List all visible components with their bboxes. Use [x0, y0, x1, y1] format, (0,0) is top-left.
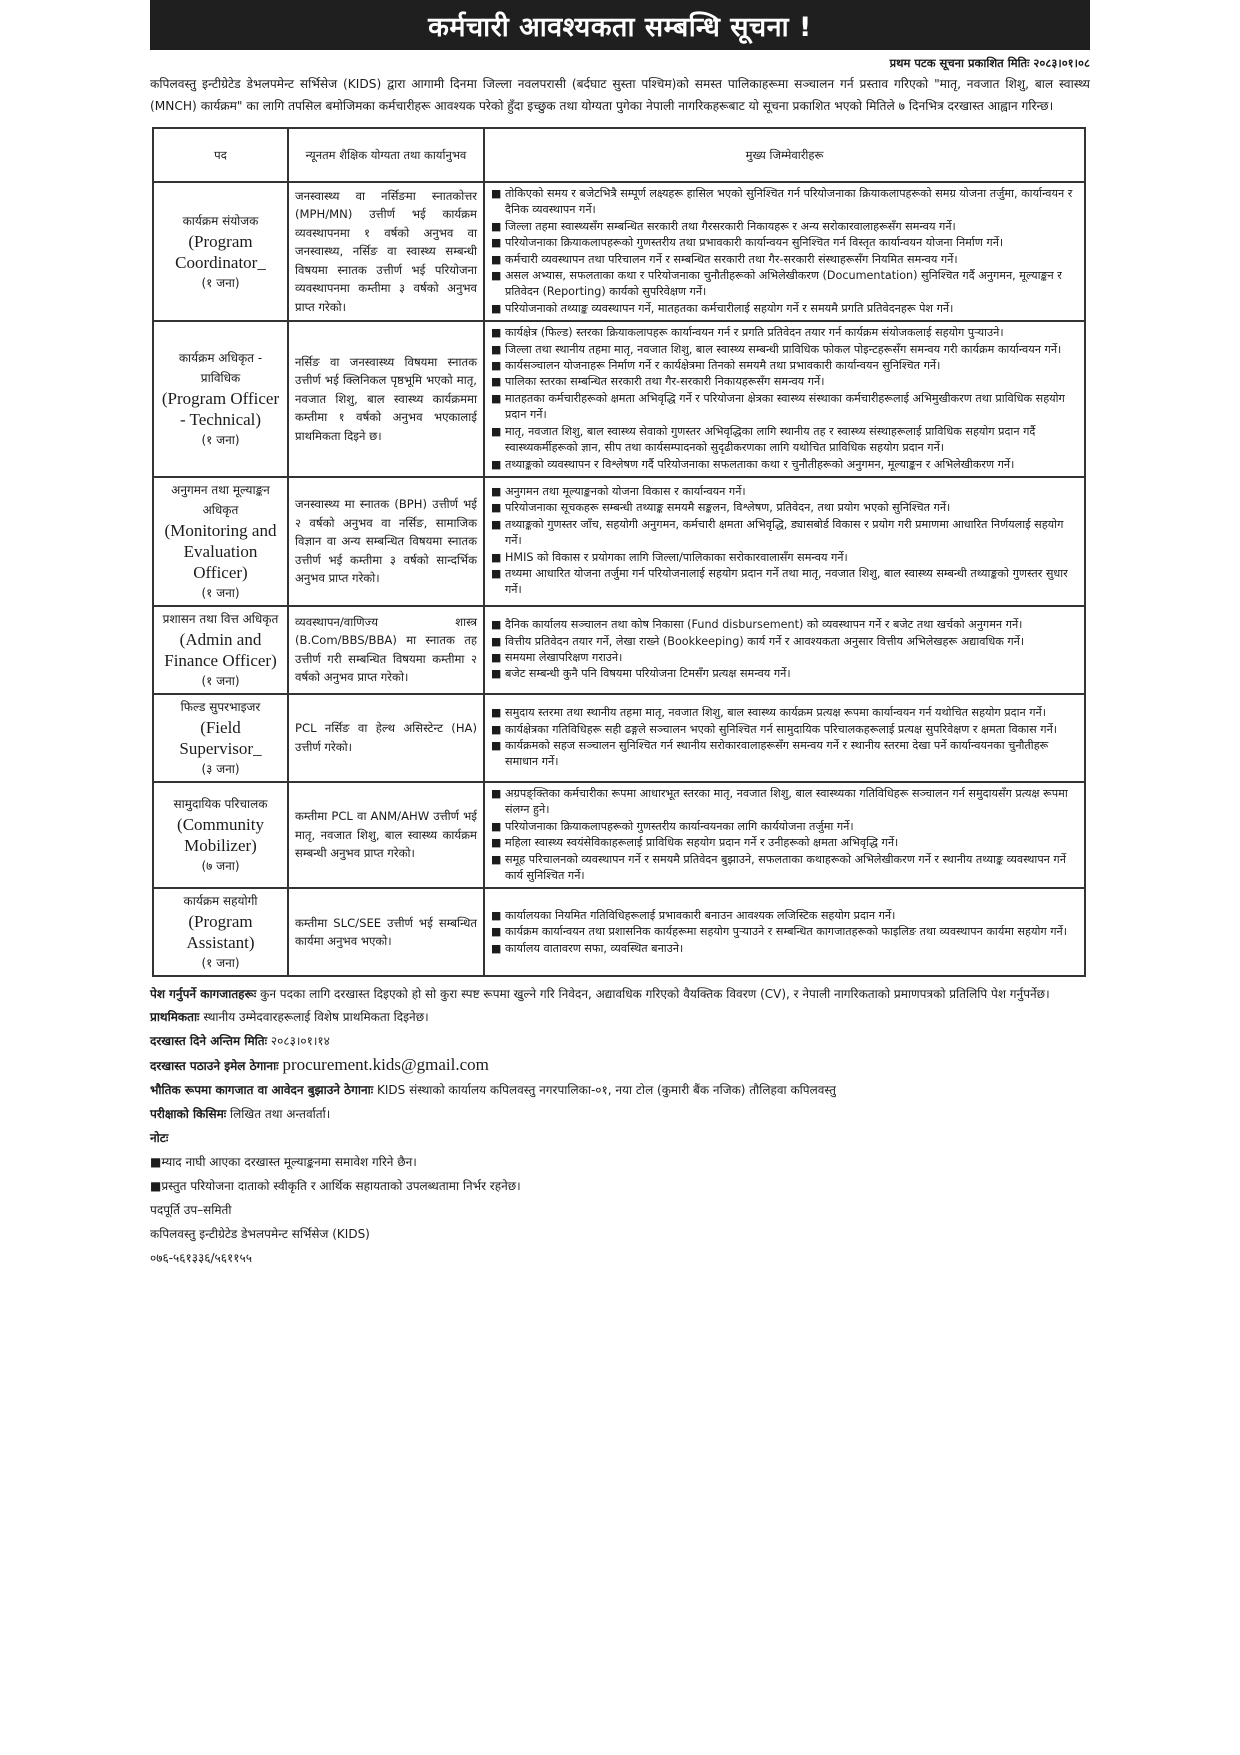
duty-item: ■ कार्यालयका नियमित गतिविधिहरूलाई प्रभावकारी बनाउन आवश्यक लजिस्टिक सहयोग प्रदान गर्ने।	[491, 908, 1078, 924]
duty-item: ■ समयमा लेखापरिक्षण गराउने।	[491, 650, 1078, 666]
duty-item: ■ परियोजनाका सूचकहरू सम्बन्धी तथ्याङ्क समयमै सङ्कलन, विश्लेषण, प्रतिवेदन, तथा प्रयोग भएको सुनिश्चित गर्ने।	[491, 500, 1078, 516]
duty-item: ■ वित्तीय प्रतिवेदन तयार गर्ने, लेखा राख्ने (Bookkeeping) कार्य गर्ने र आवश्यकता अनुसार वित्तीय अभिलेखहरू अद्यावधिक गर्ने।	[491, 634, 1078, 650]
post-name-np: फिल्ड सुपरभाइजर	[180, 699, 261, 714]
documents-line	[150, 983, 1090, 1005]
post-name-np: सामुदायिक परिचालक	[173, 797, 268, 812]
duty-item: ■ कार्यसञ्चालन योजनाहरू निर्माण गर्ने र कार्यक्षेत्रमा तिनको समयमै तथा प्रभावकारी कार्यान्वयन सुनिश्चित गर्ने।	[491, 358, 1078, 374]
note-label: नोटः	[150, 1131, 169, 1146]
bullet-square-icon: ■	[150, 1179, 162, 1194]
post-name-np: अनुगमन तथा मूल्याङ्कन अधिकृत	[171, 482, 270, 517]
qualification-cell: कम्तीमा SLC/SEE उत्तीर्ण भई सम्बन्धित कार्यमा अनुभव भएको।	[288, 888, 484, 976]
duty-item: ■ कार्यालय वातावरण सफा, व्यवस्थित बनाउने।	[491, 941, 1078, 957]
qualification-cell: नर्सिङ वा जनस्वास्थ्य विषयमा स्नातक उत्तीर्ण भई क्लिनिकल पृष्ठभूमि भएको मातृ, नवजात शिशु, बाल स्वास्थ्य कार्यक्रममा कम्तीमा १ वर्षको अनुभव भएकालाई प्राथमिकता दिइने छ।	[288, 321, 484, 477]
duty-item: ■ पालिका स्तरका सम्बन्धित सरकारी तथा गैर-सरकारी निकायहरूसँग समन्वय गर्ने।	[491, 374, 1078, 390]
duties-cell	[484, 321, 1085, 477]
note-line	[150, 1126, 1090, 1150]
address-line	[150, 1078, 1090, 1102]
qualification-cell: कम्तीमा PCL वा ANM/AHW उत्तीर्ण भई मातृ, नवजात शिशु, बाल स्वास्थ्य कार्यक्रम सम्बन्धी अनुभव प्राप्त गरेको।	[288, 782, 484, 888]
duty-item: ■ तथ्याङ्कको गुणस्तर जाँच, सहयोगी अनुगमन, कर्मचारी क्षमता अभिवृद्धि, ड्यासबोर्ड विकास र प्रयोग गरी प्रमाणमा आधारित निर्णयलाई सहयोग गर्ने।	[491, 517, 1078, 550]
notice-footer	[150, 983, 1090, 1270]
email-label: दरखास्त पठाउने इमेल ठेगानाः	[150, 1059, 279, 1074]
post-count: (१ जना)	[201, 673, 240, 688]
table-row	[153, 182, 1085, 321]
duty-item: ■ दैनिक कार्यालय सञ्चालन तथा कोष निकासा (Fund disbursement) को व्यवस्थापन गर्ने र बजेट तथा खर्चको अनुगमन गर्ने।	[491, 617, 1078, 633]
post-count: (१ जना)	[201, 275, 240, 290]
header-post: पद	[153, 128, 288, 182]
qualification-cell: जनस्वास्थ्य मा स्नातक (BPH) उत्तीर्ण भई २ वर्षको अनुभव वा नर्सिङ, सामाजिक विज्ञान वा अन्य सम्बन्धित विषयमा स्नातक उत्तीर्ण भई कम्तीमा ३ वर्षको सान्दर्भिक अनुभव प्राप्त गरेको।	[288, 477, 484, 606]
address-label: भौतिक रूपमा कागजात वा आवेदन बुझाउने ठेगानाः	[150, 1083, 374, 1098]
deadline-text: २०८३।०१।१४	[270, 1034, 330, 1049]
duties-list	[491, 617, 1078, 683]
post-name-en: (Admin and Finance Officer)	[164, 629, 277, 670]
exam-label: परीक्षाको किसिमः	[150, 1107, 227, 1122]
table-row	[153, 477, 1085, 606]
notice-page	[150, 0, 1090, 1270]
duties-cell	[484, 888, 1085, 976]
deadline-label: दरखास्त दिने अन्तिम मितिः	[150, 1034, 268, 1049]
priority-line	[150, 1005, 1090, 1029]
duty-item: ■ महिला स्वास्थ्य स्वयंसेविकाहरूलाई प्राविधिक सहयोग प्रदान गर्ने र उनीहरूको क्षमता अभिवृद्धि गर्ने।	[491, 835, 1078, 851]
post-name-en: (Program Officer - Technical)	[161, 389, 280, 430]
table-row	[153, 888, 1085, 976]
documents-text: कुन पदका लागि दरखास्त दिइएको हो सो कुरा स्पष्ट रूपमा खुल्ने गरि निवेदन, अद्यावधिक गरिएको वैयक्तिक विवरण (CV), र नेपाली नागरिकताको प्रमाणपत्रको प्रतिलिपि पेश गर्नुपर्नेछ।	[260, 987, 1050, 1002]
duties-list	[491, 484, 1078, 599]
table-header-row	[153, 128, 1085, 182]
qualification-cell: व्यवस्थापन/वाणिज्य शास्त्र (B.Com/BBS/BBA) मा स्नातक तह उत्तीर्ण गरी सम्बन्धित विषयमा कम्तीमा २ वर्षको अनुभव प्राप्त गरेको।	[288, 606, 484, 694]
duty-item: ■ कार्यक्रम कार्यान्वयन तथा प्रशासनिक कार्यहरूमा सहयोग पुऱ्याउने र सम्बन्धित कागजातहरूको फाइलिङ तथा व्यवस्थापन कार्यमा सहयोग गर्ने।	[491, 924, 1078, 940]
duty-item: ■ असल अभ्यास, सफलताका कथा र परियोजनाका चुनौतीहरूको अभिलेखीकरण (Documentation) सुनिश्चित गर्दै अनुगमन, मूल्याङ्कन र प्रतिवेदन (Reporting) कार्यको सुपरिवेक्षण गर्ने।	[491, 268, 1078, 301]
duty-item: ■ अग्रपङ्क्तिका कर्मचारीका रूपमा आधारभूत स्तरका मातृ, नवजात शिशु, बाल स्वास्थ्यका गतिविधिहरू सञ्चालन गर्न समुदायसँग प्रत्यक्ष रूपमा संलग्न हुने।	[491, 786, 1078, 819]
duty-item: ■ कर्मचारी व्यवस्थापन तथा परिचालन गर्ने र सम्बन्धित सरकारी तथा गैर-सरकारी संस्थाहरूसँग नियमित समन्वय गर्ने।	[491, 252, 1078, 268]
duty-item: ■ तथ्यमा आधारित योजना तर्जुमा गर्न परियोजनालाई सहयोग प्रदान गर्ने तथा मातृ, नवजात शिशु, बाल स्वास्थ्य सम्बन्धी तथ्याङ्कको गुणस्तर सुधार गर्ने।	[491, 566, 1078, 599]
duties-cell	[484, 477, 1085, 606]
post-cell	[153, 182, 288, 321]
duty-item: ■ परियोजनाका क्रियाकलापहरूको गुणस्तरीय तथा प्रभावकारी कार्यान्वयन सुनिश्चित गर्न विस्तृत कार्यान्वयन योजना निर्माण गर्ने।	[491, 235, 1078, 251]
priority-label: प्राथमिकताः	[150, 1010, 200, 1025]
post-count: (१ जना)	[201, 956, 240, 971]
duties-cell	[484, 606, 1085, 694]
note-2-text: प्रस्तुत परियोजना दाताको स्वीकृति र आर्थिक सहायताको उपलब्धतामा निर्भर रहनेछ।	[161, 1179, 521, 1194]
duty-item: ■ बजेट सम्बन्धी कुनै पनि विषयमा परियोजना टिमसँग प्रत्यक्ष समन्वय गर्ने।	[491, 666, 1078, 682]
header-qualification: न्यूनतम शैक्षिक योग्यता तथा कार्यानुभव	[288, 128, 484, 182]
table-row	[153, 694, 1085, 782]
signatory: पदपूर्ति उप–समिती	[150, 1203, 232, 1218]
post-name-en: (Community Mobilizer)	[177, 815, 264, 856]
post-name-en: (Monitoring and Evaluation Officer)	[164, 520, 277, 582]
duties-list	[491, 186, 1078, 317]
documents-label: पेश गर्नुपर्ने कागजातहरूः	[150, 987, 257, 1002]
duty-item: ■ परियोजनाका क्रियाकलापहरूको गुणस्तरीय कार्यान्वयनका लागि कार्ययोजना तर्जुमा गर्ने।	[491, 819, 1078, 835]
duty-item: ■ HMIS को विकास र प्रयोगका लागि जिल्ला/पालिकाका सरोकारवालासँग समन्वय गर्ने।	[491, 550, 1078, 566]
duty-item: ■ तोकिएको समय र बजेटभित्रै सम्पूर्ण लक्ष्यहरू हासिल भएको सुनिश्चित गर्न परियोजनाका क्रियाकलापहरूको समग्र योजना तर्जुमा, कार्यान्वयन र दैनिक व्यवस्थापन गर्ने।	[491, 186, 1078, 219]
table-row	[153, 321, 1085, 477]
post-cell	[153, 606, 288, 694]
email-line	[150, 1053, 1090, 1078]
post-cell	[153, 321, 288, 477]
post-name-en: (Program Coordinator_	[175, 231, 266, 272]
post-name-en: (Field Supervisor_	[179, 717, 262, 758]
exam-text: लिखित तथा अन्तर्वार्ता।	[230, 1107, 331, 1122]
header-duties: मुख्य जिम्मेवारीहरू	[484, 128, 1085, 182]
address-text: KIDS संस्थाको कार्यालय कपिलवस्तु नगरपालिका-०१, नया टोल (कुमारी बैंक नजिक) तौलिहवा कपिलवस्तु	[377, 1083, 836, 1098]
notice-title: कर्मचारी आवश्यकता सम्बन्धि सूचना !	[150, 0, 1090, 50]
qualification-cell: जनस्वास्थ्य वा नर्सिङमा स्नातकोत्तर (MPH/MN) उत्तीर्ण भई कार्यक्रम व्यवस्थापनमा १ वर्षको अनुभव वा जनस्वास्थ्य, नर्सिङ वा स्वास्थ्य सम्बन्धी विषयमा स्नातक उत्तीर्ण भई परियोजना व्यवस्थापनमा कम्तीमा ३ वर्षको अनुभव प्राप्त गरेको।	[288, 182, 484, 321]
post-name-np: कार्यक्रम सहयोगी	[183, 894, 258, 909]
note-item-2	[150, 1174, 1090, 1198]
intro-paragraph: कपिलवस्तु इन्टीग्रेटेड डेभलपमेन्ट सर्भिसेज (KIDS) द्वारा आगामी दिनमा जिल्ला नवलपरासी (बर्दघाट सुस्ता पश्चिम)को समस्त पालिकाहरूमा सञ्चालन गर्न प्रस्ताव गरिएको "मातृ, नवजात शिशु, बाल स्वास्थ्य (MNCH) कार्यक्रम" का लागि तपसिल बमोजिमका कर्मचारीहरू आवश्यक परेको हुँदा इच्छुक तथा योग्यता पुगेका नेपाली नागरिकहरूबाट यो सूचना प्रकाशित भएको मितिले ७ दिनभित्र दरखास्त आह्वान गरिन्छ।	[150, 77, 1090, 113]
post-count: (७ जना)	[201, 859, 240, 874]
duty-item: ■ जिल्ला तथा स्थानीय तहमा मातृ, नवजात शिशु, बाल स्वास्थ्य सम्बन्धी प्राविधिक फोकल पोइन्टहरूसँग समन्वय गरी कार्यक्रम कार्यान्वयन गर्ने।	[491, 342, 1078, 358]
post-name-en: (Program Assistant)	[186, 912, 255, 953]
post-cell	[153, 477, 288, 606]
vacancy-table	[152, 127, 1086, 977]
note-1-text: म्याद नाघी आएका दरखास्त मूल्याङ्कनमा समावेश गरिने छैन।	[161, 1155, 417, 1170]
post-count: (१ जना)	[201, 433, 240, 448]
duties-list	[491, 705, 1078, 771]
publish-date: प्रथम पटक सूचना प्रकाशित मितिः २०८३।०१।०८	[889, 56, 1090, 70]
duties-list	[491, 325, 1078, 473]
post-cell	[153, 888, 288, 976]
duty-item: ■ समुदाय स्तरमा तथा स्थानीय तहमा मातृ, नवजात शिशु, बाल स्वास्थ्य कार्यक्रम प्रत्यक्ष रूपमा कार्यान्वयन गर्न यथोचित सहयोग प्रदान गर्ने।	[491, 705, 1078, 721]
duty-item: ■ अनुगमन तथा मूल्याङ्कनको योजना विकास र कार्यान्वयन गर्ने।	[491, 484, 1078, 500]
email-address[interactable]: procurement.kids@gmail.com	[282, 1055, 489, 1075]
post-name-np: कार्यक्रम अधिकृत - प्राविधिक	[178, 351, 263, 386]
duties-cell	[484, 182, 1085, 321]
deadline-line	[150, 1029, 1090, 1053]
note-item-1	[150, 1150, 1090, 1174]
post-cell	[153, 694, 288, 782]
duties-list	[491, 786, 1078, 884]
duty-item: ■ समूह परिचालनको व्यवस्थापन गर्ने र समयमै प्रतिवेदन बुझाउने, सफलताका कथाहरूको अभिलेखीकरण गर्ने र स्थानीय तथ्याङ्क व्यवस्थापन गर्ने कार्य सुनिश्चित गर्ने।	[491, 852, 1078, 885]
phone-number: ०७६-५६१३३६/५६११५५	[150, 1251, 252, 1266]
duties-cell	[484, 782, 1085, 888]
post-cell	[153, 782, 288, 888]
duty-item: ■ परियोजनाको तथ्याङ्क व्यवस्थापन गर्ने, मातहतका कर्मचारीलाई सहयोग गर्ने र समयमै प्रगति प्रतिवेदनहरू पेश गर्ने।	[491, 301, 1078, 317]
duties-list	[491, 908, 1078, 957]
post-name-np: प्रशासन तथा वित्त अधिकृत	[162, 611, 279, 626]
priority-text: स्थानीय उम्मेदवारहरूलाई विशेष प्राथमिकता दिइनेछ।	[203, 1010, 429, 1025]
duty-item: ■ तथ्याङ्कको व्यवस्थापन र विश्लेषण गर्दै परियोजनाका सफलताका कथा र चुनौतीहरूको अनुगमन, मूल्याङ्कन र अभिलेखीकरण गर्ने।	[491, 457, 1078, 473]
duty-item: ■ कार्यक्षेत्र (फिल्ड) स्तरका क्रियाकलापहरू कार्यान्वयन गर्न र प्रगति प्रतिवेदन तयार गर्न कार्यक्रम संयोजकलाई सहयोग पुऱ्याउने।	[491, 325, 1078, 341]
table-row	[153, 606, 1085, 694]
duties-cell	[484, 694, 1085, 782]
duty-item: ■ जिल्ला तहमा स्वास्थ्यसँग सम्बन्धित सरकारी तथा गैरसरकारी निकायहरू र अन्य सरोकारवालाहरूसँग समन्वय गर्ने।	[491, 219, 1078, 235]
duty-item: ■ कार्यक्षेत्रका गतिविधिहरू सही ढङ्गले सञ्चालन भएको सुनिश्चित गर्न सामुदायिक परिचालकहरूलाई प्रत्यक्ष सुपरिवेक्षण र क्षमता विकास गर्ने।	[491, 722, 1078, 738]
table-row	[153, 782, 1085, 888]
qualification-cell: PCL नर्सिङ वा हेल्थ असिस्टेन्ट (HA) उत्तीर्ण गरेको।	[288, 694, 484, 782]
post-name-np: कार्यक्रम संयोजक	[182, 213, 259, 228]
bullet-square-icon: ■	[150, 1155, 162, 1170]
organization-name: कपिलवस्तु इन्टीग्रेटेड डेभलपमेन्ट सर्भिसेज (KIDS)	[150, 1227, 370, 1242]
exam-line	[150, 1102, 1090, 1126]
duty-item: ■ कार्यक्रमको सहज सञ्चालन सुनिश्चित गर्न स्थानीय सरोकारवालाहरूसँग समन्वय गर्ने र स्थानीय स्तरमा देखा पर्ने कार्यान्वयनका चुनौतीहरू समाधान गर्ने।	[491, 738, 1078, 771]
duty-item: ■ मातृ, नवजात शिशु, बाल स्वास्थ्य सेवाको गुणस्तर अभिवृद्धिका लागि स्थानीय तह र स्वास्थ्य संस्थाहरूलाई प्राविधिक सहयोग प्रदान गर्दै स्वास्थ्यकर्मीहरूको ज्ञान, सीप तथा कार्यसम्पादनको सुदृढीकरणका लागि यथोचित प्राविधिक सहयोग प्रदान गर्ने।	[491, 424, 1078, 457]
vacancy-rows	[153, 182, 1085, 976]
post-count: (३ जना)	[201, 761, 240, 776]
post-count: (१ जना)	[201, 585, 240, 600]
duty-item: ■ मातहतका कर्मचारीहरूको क्षमता अभिवृद्धि गर्ने र परियोजना क्षेत्रका स्वास्थ्य संस्थाका कर्मचारीहरूलाई अभिमुखीकरण तथा प्राविधिक सहयोग प्रदान गर्ने।	[491, 391, 1078, 424]
